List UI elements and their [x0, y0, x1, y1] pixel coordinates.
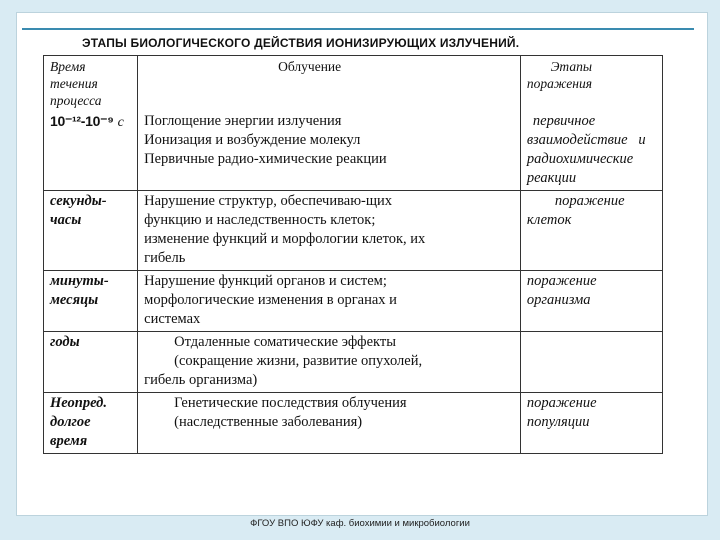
table-header-row: [44, 56, 663, 112]
table-row: [44, 393, 663, 454]
irradiation-cell: [138, 393, 521, 454]
time-cell: [44, 111, 138, 191]
stage-line: поражение: [526, 273, 597, 289]
stage-cell: [520, 332, 662, 393]
stage-line: радиохимические: [526, 151, 634, 167]
irradiation-cell: [138, 191, 521, 271]
time-line: часы: [50, 212, 82, 228]
header-stage-line: Этапы: [550, 59, 592, 74]
irradiation-line: функцию и наследственность клеток;: [144, 212, 376, 228]
stage-line: поражение: [554, 193, 625, 209]
header-time-line: течения: [50, 76, 98, 91]
footer-caption: ФГОУ ВПО ЮФУ каф. биохимии и микробиологии: [250, 518, 470, 529]
stage-cell: [520, 393, 662, 454]
time-line: время: [50, 433, 88, 449]
time-line: долгое: [50, 414, 91, 430]
irradiation-line: Ионизация и возбуждение молекул: [144, 132, 361, 148]
irradiation-cell: [138, 332, 521, 393]
stages-table: [43, 55, 663, 454]
time-line: месяцы: [50, 292, 99, 308]
irradiation-line: гибель организма): [144, 372, 258, 388]
stage-cell: [520, 111, 662, 191]
stage-line: организма: [526, 292, 591, 308]
table-row: [44, 191, 663, 271]
header-irradiation-label: Облучение: [278, 59, 342, 74]
header-time-line: Время: [50, 59, 86, 74]
stage-cell: [520, 191, 662, 271]
stage-line: поражение: [526, 395, 597, 411]
irradiation-line: (наследственные заболевания): [174, 414, 363, 430]
table-row: [44, 111, 663, 191]
table-row: [44, 271, 663, 332]
irradiation-line: Первичные радио-химические реакции: [144, 151, 387, 167]
time-unit: с: [117, 115, 124, 130]
top-accent-rule: [22, 28, 694, 30]
irradiation-line: Поглощение энергии излучения: [144, 113, 342, 129]
irradiation-cell: [138, 271, 521, 332]
irradiation-line: гибель: [144, 250, 186, 266]
irradiation-line: системах: [144, 311, 201, 327]
time-cell: [44, 393, 138, 454]
time-line: Неопред.: [50, 395, 107, 411]
time-value: 10⁻¹²-10⁻⁹: [50, 113, 114, 129]
stage-cell: [520, 271, 662, 332]
stage-line: взаимодействие и: [526, 132, 646, 148]
time-cell: [44, 271, 138, 332]
stage-line: клеток: [526, 212, 572, 228]
time-cell: [44, 191, 138, 271]
irradiation-line: изменение функций и морфологии клеток, их: [144, 231, 426, 247]
stage-line: популяции: [526, 414, 590, 430]
time-scientific: [50, 113, 123, 129]
irradiation-line: Генетические последствия облучения: [174, 395, 407, 411]
table-row: [44, 332, 663, 393]
irradiation-line: Нарушение функций органов и систем;: [144, 273, 387, 289]
irradiation-line: Отдаленные соматические эффекты: [174, 334, 396, 350]
irradiation-line: морфологические изменения в органах и: [144, 292, 397, 308]
stage-line: первичное: [532, 113, 596, 129]
stage-line: реакции: [526, 170, 577, 186]
time-cell: [44, 332, 138, 393]
header-time-cell: [44, 56, 138, 112]
header-time-line: процесса: [50, 93, 102, 108]
time-line: секунды-: [50, 193, 107, 209]
irradiation-line: (сокращение жизни, развитие опухолей,: [174, 353, 423, 369]
time-line: минуты-: [50, 273, 109, 289]
irradiation-line: Нарушение структур, обеспечиваю-щих: [144, 193, 393, 209]
time-line: годы: [50, 334, 80, 350]
header-stage-cell: [520, 56, 662, 112]
irradiation-cell: [138, 111, 521, 191]
slide-title: ЭТАПЫ БИОЛОГИЧЕСКОГО ДЕЙСТВИЯ ИОНИЗИРУЮЩИХ ИЗЛУЧЕНИЙ.: [82, 36, 520, 50]
header-stage-line: поражения: [526, 76, 592, 91]
header-irradiation-cell: [138, 56, 521, 112]
